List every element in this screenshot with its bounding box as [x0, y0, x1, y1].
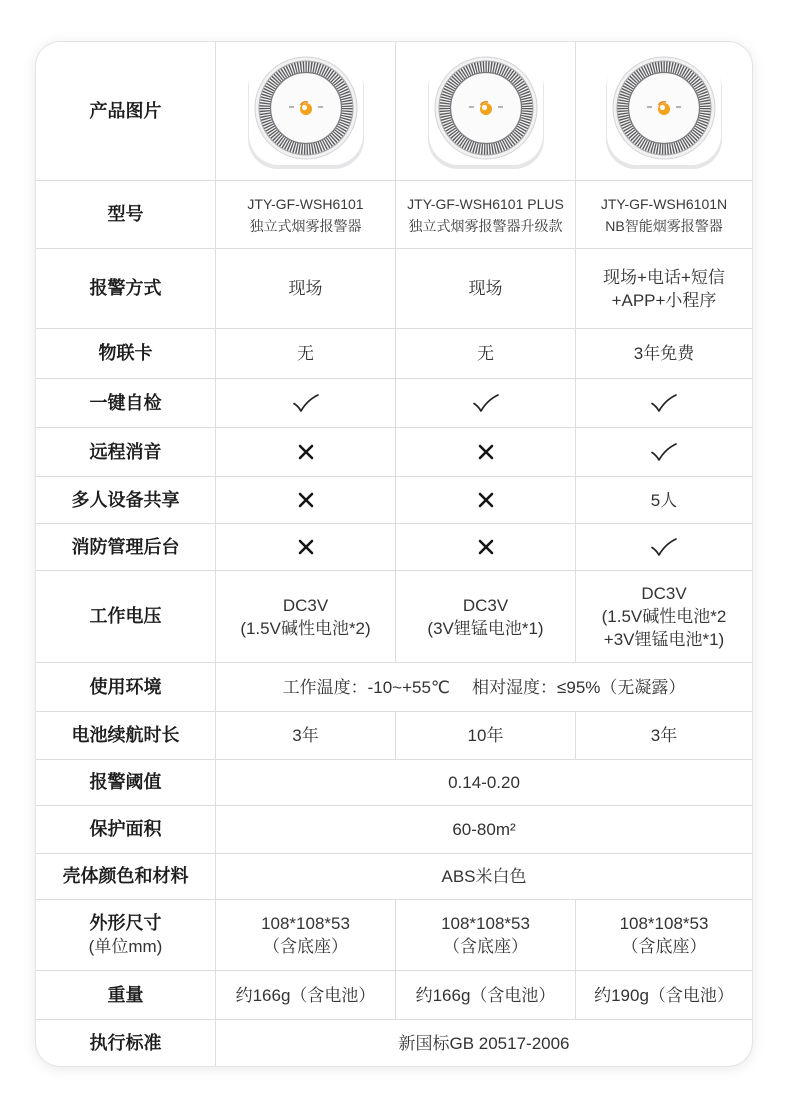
check-icon: [650, 442, 678, 462]
row-label-self-test: 一键自检: [36, 379, 215, 427]
dimensions-value: 108*108*53: [261, 914, 350, 933]
model-number: JTY-GF-WSH6101: [247, 195, 364, 212]
iot-card-cell: 无: [216, 329, 395, 378]
working-voltage-cell: [576, 571, 752, 662]
dimensions-cell: [396, 900, 575, 970]
model-name: 独立式烟雾报警器: [249, 217, 362, 234]
alarm-threshold-cell: 0.14-0.20: [216, 760, 752, 805]
smoke-detector-icon: [425, 52, 547, 170]
dimensions-value: 108*108*53: [619, 914, 709, 933]
voltage-value: DC3V: [641, 584, 687, 603]
self-test-cell: [396, 379, 575, 427]
environment-cell: [216, 663, 752, 711]
model-number: JTY-GF-WSH6101 PLUS: [407, 195, 564, 212]
weight-cell: 约190g（含电池）: [576, 971, 752, 1019]
voltage-value: DC3V: [282, 595, 329, 615]
weight-cell: 约166g（含电池）: [396, 971, 575, 1019]
standard-cell: 新国标GB 20517-2006: [216, 1020, 752, 1066]
dimensions-unit: (单位mm): [88, 937, 163, 956]
alarm-method-line: 现场+电话+短信: [603, 267, 725, 287]
working-temperature: 工作温度：-10~+55℃: [282, 677, 451, 697]
battery-life-cell: 3年: [576, 712, 752, 759]
model-cell: [396, 181, 575, 248]
cross-icon: [477, 491, 495, 509]
working-voltage-cell: [396, 571, 575, 662]
dimensions-note: （含底座）: [443, 937, 528, 956]
dimensions-cell: [576, 900, 752, 970]
alarm-method-line: +APP+小程序: [611, 290, 717, 310]
row-label-remote-silence: 远程消音: [36, 428, 215, 476]
device-sharing-cell: 5人: [576, 477, 752, 523]
model-number: JTY-GF-WSH6101N: [600, 195, 728, 212]
device-sharing-cell: [216, 477, 395, 523]
cross-icon: [477, 538, 495, 556]
smoke-detector-icon: [245, 52, 367, 170]
remote-silence-cell: [396, 428, 575, 476]
row-label-weight: 重量: [36, 971, 215, 1019]
battery-life-cell: 3年: [216, 712, 395, 759]
management-backend-cell: [576, 524, 752, 570]
product-image-cell: [576, 42, 752, 180]
row-label-battery-life: 电池续航时长: [36, 712, 215, 759]
dimensions-note: （含底座）: [263, 937, 348, 956]
self-test-cell: [216, 379, 395, 427]
row-label-product-image: 产品图片: [36, 42, 215, 180]
battery-type: +3V锂锰电池*1): [603, 630, 725, 649]
row-label-protection-area: 保护面积: [36, 806, 215, 853]
device-sharing-cell: [396, 477, 575, 523]
shell-material-cell: ABS米白色: [216, 854, 752, 899]
model-name: 独立式烟雾报警器升级款: [408, 217, 563, 234]
alarm-method-cell: 现场: [216, 249, 395, 328]
model-cell: [216, 181, 395, 248]
battery-type: (1.5V碱性电池*2): [240, 618, 371, 638]
battery-type: (1.5V碱性电池*2: [601, 607, 727, 626]
comparison-table: [36, 42, 752, 1066]
cross-icon: [297, 491, 315, 509]
management-backend-cell: [396, 524, 575, 570]
protection-area-cell: 60-80m²: [216, 806, 752, 853]
row-label-environment: 使用环境: [36, 663, 215, 711]
comparison-card: [36, 42, 752, 1066]
model-cell: [576, 181, 752, 248]
row-label-management-backend: 消防管理后台: [36, 524, 215, 570]
management-backend-cell: [216, 524, 395, 570]
product-image-cell: [396, 42, 575, 180]
voltage-value: DC3V: [462, 595, 509, 615]
remote-silence-cell: [216, 428, 395, 476]
cross-icon: [297, 443, 315, 461]
cross-icon: [297, 538, 315, 556]
iot-card-cell: 无: [396, 329, 575, 378]
row-label-device-sharing: 多人设备共享: [36, 477, 215, 523]
product-image-cell: [216, 42, 395, 180]
row-label-dimensions: [36, 900, 215, 970]
smoke-detector-icon: [603, 52, 725, 170]
dimensions-note: （含底座）: [621, 937, 707, 956]
dimensions-cell: [216, 900, 395, 970]
check-icon: [292, 393, 320, 413]
check-icon: [650, 537, 678, 557]
row-label-working-voltage: 工作电压: [36, 571, 215, 662]
check-icon: [650, 393, 678, 413]
relative-humidity: 相对湿度：≤95%（无凝露）: [472, 677, 686, 697]
row-label-alarm-method: 报警方式: [36, 249, 215, 328]
alarm-method-cell: [576, 249, 752, 328]
check-icon: [472, 393, 500, 413]
self-test-cell: [576, 379, 752, 427]
battery-type: (3V锂锰电池*1): [427, 618, 544, 638]
battery-life-cell: 10年: [396, 712, 575, 759]
alarm-method-cell: 现场: [396, 249, 575, 328]
dimensions-label: 外形尺寸: [89, 913, 162, 933]
weight-cell: 约166g（含电池）: [216, 971, 395, 1019]
remote-silence-cell: [576, 428, 752, 476]
row-label-model: 型号: [36, 181, 215, 248]
cross-icon: [477, 443, 495, 461]
model-name: NB智能烟雾报警器: [605, 217, 723, 234]
working-voltage-cell: [216, 571, 395, 662]
row-label-shell-material: 壳体颜色和材料: [36, 854, 215, 899]
dimensions-value: 108*108*53: [441, 914, 530, 933]
iot-card-cell: 3年免费: [576, 329, 752, 378]
row-label-standard: 执行标准: [36, 1020, 215, 1066]
row-label-alarm-threshold: 报警阈值: [36, 760, 215, 805]
row-label-iot-card: 物联卡: [36, 329, 215, 378]
